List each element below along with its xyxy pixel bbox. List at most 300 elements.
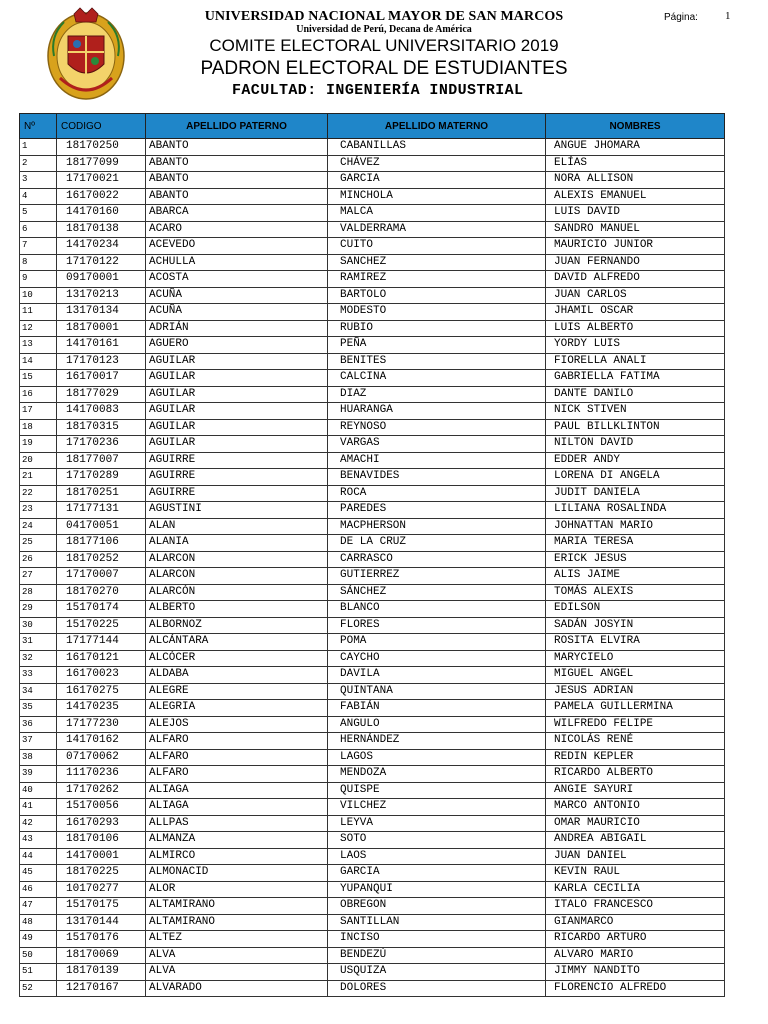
student-code: 14170234 xyxy=(57,238,146,255)
paternal-surname: ALVA xyxy=(146,947,328,964)
paternal-surname: AGUILAR xyxy=(146,403,328,420)
table-row xyxy=(20,535,725,552)
maternal-surname: LAGOS xyxy=(328,749,546,766)
paternal-surname: AGUILAR xyxy=(146,386,328,403)
maternal-surname: INCISO xyxy=(328,931,546,948)
row-number: 2 xyxy=(20,155,57,172)
table-row xyxy=(20,749,725,766)
row-number: 20 xyxy=(20,452,57,469)
given-names: LUIS ALBERTO xyxy=(546,320,725,337)
table-row xyxy=(20,931,725,948)
paternal-surname: AGUIRRE xyxy=(146,469,328,486)
paternal-surname: ADRIÁN xyxy=(146,320,328,337)
paternal-surname: ALFARO xyxy=(146,766,328,783)
faculty-title: FACULTAD: INGENIERÍA INDUSTRIAL xyxy=(232,82,524,99)
given-names: EDILSON xyxy=(546,601,725,618)
given-names: KEVIN RAUL xyxy=(546,865,725,882)
maternal-surname: MACPHERSON xyxy=(328,518,546,535)
table-row xyxy=(20,419,725,436)
row-number: 34 xyxy=(20,683,57,700)
paternal-surname: ALFARO xyxy=(146,733,328,750)
given-names: WILFREDO FELIPE xyxy=(546,716,725,733)
student-code: 18170106 xyxy=(57,832,146,849)
paternal-surname: AGUSTINI xyxy=(146,502,328,519)
student-code: 18170315 xyxy=(57,419,146,436)
maternal-surname: ROCA xyxy=(328,485,546,502)
given-names: LILIANA ROSALINDA xyxy=(546,502,725,519)
student-code: 10170277 xyxy=(57,881,146,898)
maternal-surname: REYNOSO xyxy=(328,419,546,436)
table-row xyxy=(20,601,725,618)
given-names: FIORELLA ANALI xyxy=(546,353,725,370)
roll-title: PADRON ELECTORAL DE ESTUDIANTES xyxy=(200,58,568,79)
table-row xyxy=(20,832,725,849)
paternal-surname: ALMIRCO xyxy=(146,848,328,865)
student-code: 18170252 xyxy=(57,551,146,568)
given-names: ANDREA ABIGAIL xyxy=(546,832,725,849)
row-number: 45 xyxy=(20,865,57,882)
table-row xyxy=(20,584,725,601)
table-row xyxy=(20,964,725,981)
paternal-surname: ABARCA xyxy=(146,205,328,222)
row-number: 26 xyxy=(20,551,57,568)
row-number: 41 xyxy=(20,799,57,816)
given-names: MIGUEL ANGEL xyxy=(546,667,725,684)
given-names: DANTE DANILO xyxy=(546,386,725,403)
maternal-surname: GUTIERREZ xyxy=(328,568,546,585)
row-number: 50 xyxy=(20,947,57,964)
student-code: 17170123 xyxy=(57,353,146,370)
maternal-surname: MENDOZA xyxy=(328,766,546,783)
maternal-surname: CAYCHO xyxy=(328,650,546,667)
given-names: GIANMARCO xyxy=(546,914,725,931)
row-number: 6 xyxy=(20,221,57,238)
table-row xyxy=(20,898,725,915)
paternal-surname: ALARCÓN xyxy=(146,584,328,601)
maternal-surname: CUITO xyxy=(328,238,546,255)
maternal-surname: MODESTO xyxy=(328,304,546,321)
row-number: 31 xyxy=(20,634,57,651)
paternal-surname: AGUIRRE xyxy=(146,452,328,469)
row-number: 23 xyxy=(20,502,57,519)
maternal-surname: SOTO xyxy=(328,832,546,849)
row-number: 16 xyxy=(20,386,57,403)
maternal-surname: HERNÁNDEZ xyxy=(328,733,546,750)
given-names: ALIS JAIME xyxy=(546,568,725,585)
row-number: 28 xyxy=(20,584,57,601)
table-row xyxy=(20,271,725,288)
maternal-surname: DAVILA xyxy=(328,667,546,684)
maternal-surname: BLANCO xyxy=(328,601,546,618)
maternal-surname: SÁNCHEZ xyxy=(328,584,546,601)
paternal-surname: ABANTO xyxy=(146,172,328,189)
row-number: 38 xyxy=(20,749,57,766)
paternal-surname: ABANTO xyxy=(146,188,328,205)
table-row xyxy=(20,568,725,585)
student-code: 17170289 xyxy=(57,469,146,486)
row-number: 37 xyxy=(20,733,57,750)
row-number: 32 xyxy=(20,650,57,667)
student-code: 16170293 xyxy=(57,815,146,832)
row-number: 44 xyxy=(20,848,57,865)
paternal-surname: ALIAGA xyxy=(146,782,328,799)
student-code: 18170139 xyxy=(57,964,146,981)
student-code: 15170225 xyxy=(57,617,146,634)
row-number: 46 xyxy=(20,881,57,898)
student-code: 17170021 xyxy=(57,172,146,189)
paternal-surname: ALLPAS xyxy=(146,815,328,832)
student-code: 17170262 xyxy=(57,782,146,799)
table-row xyxy=(20,650,725,667)
paternal-surname: ALCÁNTARA xyxy=(146,634,328,651)
table-row xyxy=(20,386,725,403)
given-names: JUAN CARLOS xyxy=(546,287,725,304)
row-number: 30 xyxy=(20,617,57,634)
row-number: 1 xyxy=(20,139,57,156)
paternal-surname: ALDABA xyxy=(146,667,328,684)
given-names: PAUL BILLKLINTON xyxy=(546,419,725,436)
student-code: 09170001 xyxy=(57,271,146,288)
table-row xyxy=(20,304,725,321)
paternal-surname: ALARCON xyxy=(146,568,328,585)
row-number: 36 xyxy=(20,716,57,733)
student-code: 17177131 xyxy=(57,502,146,519)
table-row xyxy=(20,221,725,238)
student-code: 18170225 xyxy=(57,865,146,882)
paternal-surname: ALEJOS xyxy=(146,716,328,733)
maternal-surname: BARTOLO xyxy=(328,287,546,304)
student-code: 17177144 xyxy=(57,634,146,651)
student-code: 14170235 xyxy=(57,700,146,717)
student-code: 07170062 xyxy=(57,749,146,766)
row-number: 12 xyxy=(20,320,57,337)
table-row xyxy=(20,320,725,337)
maternal-surname: HUARANGA xyxy=(328,403,546,420)
student-code: 13170134 xyxy=(57,304,146,321)
table-row xyxy=(20,370,725,387)
student-code: 17177230 xyxy=(57,716,146,733)
table-row xyxy=(20,139,725,156)
committee-title: COMITE ELECTORAL UNIVERSITARIO 2019 xyxy=(209,36,559,55)
student-code: 16170121 xyxy=(57,650,146,667)
table-row xyxy=(20,238,725,255)
given-names: NICOLÁS RENÉ xyxy=(546,733,725,750)
table-row xyxy=(20,287,725,304)
student-code: 15170176 xyxy=(57,931,146,948)
table-row xyxy=(20,782,725,799)
paternal-surname: ALEGRE xyxy=(146,683,328,700)
student-code: 18170069 xyxy=(57,947,146,964)
given-names: KARLA CECILIA xyxy=(546,881,725,898)
row-number: 48 xyxy=(20,914,57,931)
maternal-surname: CALCINA xyxy=(328,370,546,387)
maternal-surname: RAMIREZ xyxy=(328,271,546,288)
row-number: 21 xyxy=(20,469,57,486)
paternal-surname: ALTEZ xyxy=(146,931,328,948)
paternal-surname: ALBORNOZ xyxy=(146,617,328,634)
maternal-surname: DIAZ xyxy=(328,386,546,403)
paternal-surname: ALMANZA xyxy=(146,832,328,849)
paternal-surname: ALCÓCER xyxy=(146,650,328,667)
table-row xyxy=(20,485,725,502)
given-names: NICK STIVEN xyxy=(546,403,725,420)
given-names: MARYCIELO xyxy=(546,650,725,667)
table-row xyxy=(20,766,725,783)
student-code: 18177007 xyxy=(57,452,146,469)
table-row xyxy=(20,502,725,519)
table-row xyxy=(20,683,725,700)
paternal-surname: ALAN xyxy=(146,518,328,535)
electoral-roll-table xyxy=(19,113,725,997)
row-number: 5 xyxy=(20,205,57,222)
table-row xyxy=(20,848,725,865)
table-row xyxy=(20,403,725,420)
student-code: 15170175 xyxy=(57,898,146,915)
student-code: 14170083 xyxy=(57,403,146,420)
student-code: 14170161 xyxy=(57,337,146,354)
paternal-surname: ALVARADO xyxy=(146,980,328,997)
row-number: 13 xyxy=(20,337,57,354)
given-names: ELÍAS xyxy=(546,155,725,172)
maternal-surname: MALCA xyxy=(328,205,546,222)
row-number: 33 xyxy=(20,667,57,684)
row-number: 27 xyxy=(20,568,57,585)
row-number: 9 xyxy=(20,271,57,288)
row-number: 17 xyxy=(20,403,57,420)
table-row xyxy=(20,881,725,898)
paternal-surname: ALANIA xyxy=(146,535,328,552)
row-number: 8 xyxy=(20,254,57,271)
table-row xyxy=(20,436,725,453)
row-number: 15 xyxy=(20,370,57,387)
student-code: 13170213 xyxy=(57,287,146,304)
paternal-surname: ALVA xyxy=(146,964,328,981)
given-names: JESUS ADRIAN xyxy=(546,683,725,700)
table-row xyxy=(20,188,725,205)
paternal-surname: ALOR xyxy=(146,881,328,898)
paternal-surname: AGUILAR xyxy=(146,436,328,453)
paternal-surname: ACEVEDO xyxy=(146,238,328,255)
student-code: 16170017 xyxy=(57,370,146,387)
row-number: 47 xyxy=(20,898,57,915)
maternal-surname: PEÑA xyxy=(328,337,546,354)
table-row xyxy=(20,518,725,535)
table-row xyxy=(20,700,725,717)
row-number: 14 xyxy=(20,353,57,370)
maternal-surname: CARRASCO xyxy=(328,551,546,568)
row-number: 40 xyxy=(20,782,57,799)
row-number: 42 xyxy=(20,815,57,832)
table-row xyxy=(20,733,725,750)
student-code: 15170056 xyxy=(57,799,146,816)
row-number: 43 xyxy=(20,832,57,849)
given-names: JUDIT DANIELA xyxy=(546,485,725,502)
maternal-surname: BENITES xyxy=(328,353,546,370)
maternal-surname: ANGULO xyxy=(328,716,546,733)
paternal-surname: AGUILAR xyxy=(146,370,328,387)
row-number: 24 xyxy=(20,518,57,535)
table-row xyxy=(20,155,725,172)
student-code: 11170236 xyxy=(57,766,146,783)
given-names: FLORENCIO ALFREDO xyxy=(546,980,725,997)
table-row xyxy=(20,947,725,964)
given-names: ITALO FRANCESCO xyxy=(546,898,725,915)
given-names: LUIS DAVID xyxy=(546,205,725,222)
maternal-surname: RUBIO xyxy=(328,320,546,337)
table-row xyxy=(20,815,725,832)
paternal-surname: ABANTO xyxy=(146,139,328,156)
given-names: JOHNATTAN MARIO xyxy=(546,518,725,535)
given-names: TOMÁS ALEXIS xyxy=(546,584,725,601)
table-row xyxy=(20,172,725,189)
row-number: 11 xyxy=(20,304,57,321)
student-code: 16170275 xyxy=(57,683,146,700)
student-code: 13170144 xyxy=(57,914,146,931)
paternal-surname: AGUILAR xyxy=(146,419,328,436)
student-code: 18170138 xyxy=(57,221,146,238)
maternal-surname: YUPANQUI xyxy=(328,881,546,898)
university-name: UNIVERSIDAD NACIONAL MAYOR DE SAN MARCOS xyxy=(204,9,564,24)
university-subtitle: Universidad de Perú, Decana de América xyxy=(296,24,472,35)
row-number: 22 xyxy=(20,485,57,502)
given-names: JUAN DANIEL xyxy=(546,848,725,865)
maternal-surname: QUINTANA xyxy=(328,683,546,700)
given-names: ANGIE SAYURI xyxy=(546,782,725,799)
student-code: 16170023 xyxy=(57,667,146,684)
row-number: 18 xyxy=(20,419,57,436)
given-names: RICARDO ALBERTO xyxy=(546,766,725,783)
column-header-maternal-surname: APELLIDO MATERNO xyxy=(328,114,546,139)
student-code: 18177106 xyxy=(57,535,146,552)
given-names: GABRIELLA FATIMA xyxy=(546,370,725,387)
maternal-surname: GARCIA xyxy=(328,865,546,882)
row-number: 49 xyxy=(20,931,57,948)
table-row xyxy=(20,254,725,271)
row-number: 51 xyxy=(20,964,57,981)
given-names: NORA ALLISON xyxy=(546,172,725,189)
student-code: 17170236 xyxy=(57,436,146,453)
maternal-surname: DOLORES xyxy=(328,980,546,997)
maternal-surname: FABIÁN xyxy=(328,700,546,717)
maternal-surname: VALDERRAMA xyxy=(328,221,546,238)
student-code: 18170251 xyxy=(57,485,146,502)
maternal-surname: PAREDES xyxy=(328,502,546,519)
page-label: Página: xyxy=(664,12,698,23)
maternal-surname: BENAVIDES xyxy=(328,469,546,486)
student-code: 18170270 xyxy=(57,584,146,601)
given-names: RICARDO ARTURO xyxy=(546,931,725,948)
paternal-surname: AGUERO xyxy=(146,337,328,354)
table-header-row xyxy=(20,114,725,139)
given-names: DAVID ALFREDO xyxy=(546,271,725,288)
student-code: 15170174 xyxy=(57,601,146,618)
column-header-paternal-surname: APELLIDO PATERNO xyxy=(146,114,328,139)
given-names: PAMELA GUILLERMINA xyxy=(546,700,725,717)
given-names: ALEXIS EMANUEL xyxy=(546,188,725,205)
maternal-surname: FLORES xyxy=(328,617,546,634)
paternal-surname: ALIAGA xyxy=(146,799,328,816)
paternal-surname: ALBERTO xyxy=(146,601,328,618)
student-code: 18170001 xyxy=(57,320,146,337)
given-names: ALVARO MARIO xyxy=(546,947,725,964)
maternal-surname: POMA xyxy=(328,634,546,651)
table-row xyxy=(20,980,725,997)
paternal-surname: ACOSTA xyxy=(146,271,328,288)
paternal-surname: ACUÑA xyxy=(146,287,328,304)
paternal-surname: ALMONACID xyxy=(146,865,328,882)
student-code: 14170001 xyxy=(57,848,146,865)
row-number: 52 xyxy=(20,980,57,997)
column-header-names: NOMBRES xyxy=(546,114,725,139)
given-names: MAURICIO JUNIOR xyxy=(546,238,725,255)
student-code: 14170160 xyxy=(57,205,146,222)
maternal-surname: LEYVA xyxy=(328,815,546,832)
table-row xyxy=(20,716,725,733)
given-names: ANGUE JHOMARA xyxy=(546,139,725,156)
given-names: NILTON DAVID xyxy=(546,436,725,453)
maternal-surname: OBREGON xyxy=(328,898,546,915)
table-row xyxy=(20,353,725,370)
given-names: JHAMIL OSCAR xyxy=(546,304,725,321)
paternal-surname: ABANTO xyxy=(146,155,328,172)
table-row xyxy=(20,205,725,222)
student-code: 12170167 xyxy=(57,980,146,997)
maternal-surname: USQUIZA xyxy=(328,964,546,981)
row-number: 10 xyxy=(20,287,57,304)
table-row xyxy=(20,865,725,882)
maternal-surname: VILCHEZ xyxy=(328,799,546,816)
given-names: ERICK JESUS xyxy=(546,551,725,568)
given-names: YORDY LUIS xyxy=(546,337,725,354)
student-code: 17170122 xyxy=(57,254,146,271)
row-number: 25 xyxy=(20,535,57,552)
table-row xyxy=(20,551,725,568)
maternal-surname: MINCHOLA xyxy=(328,188,546,205)
given-names: SANDRO MANUEL xyxy=(546,221,725,238)
row-number: 29 xyxy=(20,601,57,618)
maternal-surname: BENDEZÚ xyxy=(328,947,546,964)
paternal-surname: ALEGRIA xyxy=(146,700,328,717)
paternal-surname: ACHULLA xyxy=(146,254,328,271)
paternal-surname: ALTAMIRANO xyxy=(146,898,328,915)
maternal-surname: QUISPE xyxy=(328,782,546,799)
maternal-surname: VARGAS xyxy=(328,436,546,453)
given-names: LORENA DI ANGELA xyxy=(546,469,725,486)
maternal-surname: CABANILLAS xyxy=(328,139,546,156)
table-row xyxy=(20,337,725,354)
row-number: 4 xyxy=(20,188,57,205)
student-code: 14170162 xyxy=(57,733,146,750)
paternal-surname: ACARO xyxy=(146,221,328,238)
given-names: ROSITA ELVIRA xyxy=(546,634,725,651)
maternal-surname: SANTILLAN xyxy=(328,914,546,931)
maternal-surname: LAOS xyxy=(328,848,546,865)
table-row xyxy=(20,634,725,651)
maternal-surname: GARCIA xyxy=(328,172,546,189)
row-number: 3 xyxy=(20,172,57,189)
row-number: 39 xyxy=(20,766,57,783)
column-header-number: Nº xyxy=(20,114,57,139)
given-names: OMAR MAURICIO xyxy=(546,815,725,832)
paternal-surname: ALFARO xyxy=(146,749,328,766)
given-names: EDDER ANDY xyxy=(546,452,725,469)
table-row xyxy=(20,452,725,469)
maternal-surname: SANCHEZ xyxy=(328,254,546,271)
maternal-surname: CHÁVEZ xyxy=(328,155,546,172)
page-number: 1 xyxy=(725,10,731,22)
column-header-code: CODIGO xyxy=(57,114,146,139)
paternal-surname: AGUILAR xyxy=(146,353,328,370)
